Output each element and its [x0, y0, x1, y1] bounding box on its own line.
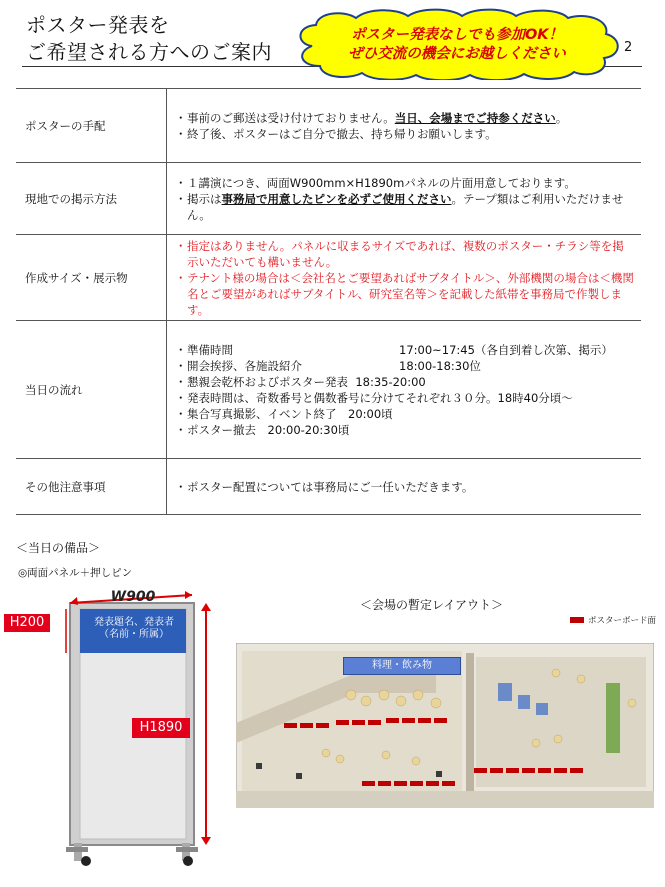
table-row — [16, 89, 641, 163]
layout-legend — [570, 614, 656, 626]
list-item: ・ 発表時間は、奇数番号と偶数番号に分けてそれぞれ３０分。18時40分頃～ — [175, 390, 635, 406]
row-label-poster-arrangement: ポスターの手配 — [16, 89, 167, 163]
banner-line-1: ポスター発表なしでも参加OK！ — [350, 27, 564, 43]
equipment-note: ◎両面パネル＋押しピン — [18, 567, 133, 579]
banner-text — [292, 26, 622, 64]
list-item: ・ テナント様の場合は＜会社名とご要望あればサブタイトル＞、外部機関の場合は＜機関名とご要望があればサブタイトル、研究室名等＞を記載した紙帯を事務局で作製します。 — [175, 270, 635, 318]
row-content — [167, 163, 642, 235]
row-content — [167, 459, 642, 515]
title-line-2: ご希望される方へのご案内 — [26, 40, 272, 64]
list-item: ・ １講演につき、両面W900mm×H1890mパネルの片面用意しております。 — [175, 175, 635, 191]
row-label-size-exhibits: 作成サイズ・展示物 — [16, 235, 167, 321]
participation-banner — [292, 8, 622, 80]
row-content — [167, 321, 642, 459]
list-item: ・ 掲示は事務局で用意したピンを必ずご使用ください。テープ類はご利用いただけません。 — [175, 191, 635, 223]
legend-label: ポスターボード面 — [588, 616, 657, 626]
schedule-item: ・ 準備時間 17:00~17:45（各自到着し次第、掲示） — [175, 342, 635, 358]
list-item: ・ ポスター撤去 20:00-20:30頃 — [175, 422, 635, 438]
equipment-heading: ＜当日の備品＞ — [16, 541, 101, 555]
list-item: ・ 事前のご郵送は受け付けておりません。当日、会場までご持参ください。 — [175, 110, 635, 126]
width-dimension-label: W900 — [110, 589, 156, 605]
table-row — [16, 321, 641, 459]
title-line-1: ポスター発表を — [26, 13, 170, 37]
banner-line-2: ぜひ交流の機会にお越しください — [348, 46, 566, 62]
schedule-item: ・ 懇親会乾杯およびポスター発表 18:35-20:00 — [175, 374, 635, 390]
page-title — [26, 12, 272, 66]
row-content — [167, 89, 642, 163]
height-dimension-label: H1890 — [132, 718, 190, 738]
schedule-item: ・ 開会挨拶、各施設紹介 18:00-18:30位 — [175, 358, 635, 374]
row-content — [167, 235, 642, 321]
row-label-other-notes: その他注意事項 — [16, 459, 167, 515]
page-number: 2 — [624, 40, 633, 55]
poster-board-swatch — [570, 617, 584, 623]
list-item: ・ 指定はありません。パネルに収まるサイズであれば、複数のポスター・チラシ等を掲示いただいても構いません。 — [175, 238, 635, 270]
list-item: ・ ポスター配置については事務局にご一任いただきます。 — [175, 479, 635, 495]
table-row — [16, 459, 641, 515]
list-item: ・ 終了後、ポスターはご自分で撤去、持ち帰りお願いします。 — [175, 126, 635, 142]
row-label-day-flow: 当日の流れ — [16, 321, 167, 459]
list-item: ・ 集合写真撮影、イベント終了 20:00頃 — [175, 406, 635, 422]
table-row — [16, 235, 641, 321]
food-drink-area: 料理・飲み物 — [343, 657, 461, 675]
layout-heading: ＜会場の暫定レイアウト＞ — [360, 598, 504, 612]
row-label-display-method: 現地での掲示方法 — [16, 163, 167, 235]
header-height-label: H200 — [4, 614, 50, 632]
info-table — [16, 88, 641, 515]
table-row — [16, 163, 641, 235]
panel-header-text: 発表題名、発表者 （名前・所属） — [94, 617, 174, 640]
